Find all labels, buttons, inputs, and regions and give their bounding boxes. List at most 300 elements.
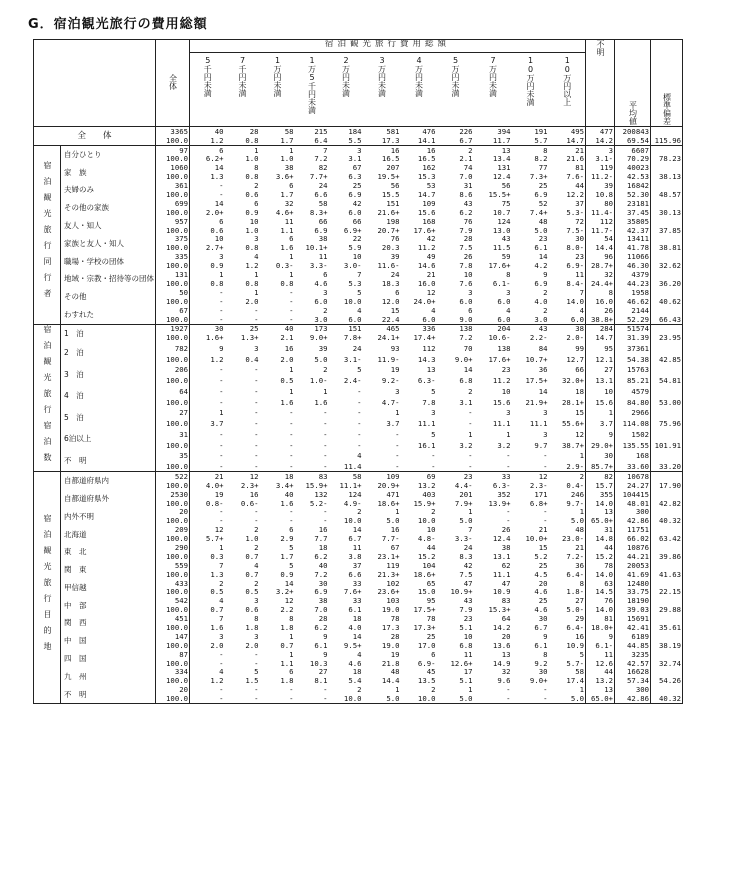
row-count-cell: 168 [615, 450, 651, 463]
row-pct-cell: 75.96 [659, 419, 681, 429]
header-band-6 [363, 53, 401, 127]
row-count-cell: 3 [219, 252, 224, 262]
row-pct-cell: 5.1 [459, 676, 473, 686]
row-pct-cell: 5.0 [459, 516, 473, 526]
row-pct-cell: 100.0 [156, 605, 190, 614]
row-count-cell: 31 [463, 181, 473, 191]
total-count-cell: 28 [225, 127, 260, 136]
total-pct-cell: 5.5 [348, 135, 362, 145]
row-count-cell: 15 [538, 543, 548, 553]
row-count-cell: 9 [543, 632, 548, 641]
row-count-cell: 16 [318, 525, 328, 535]
row-count-cell: 206 [156, 364, 190, 377]
row-pct-cell: 7.2- [566, 552, 584, 561]
header-expense-group: 宿泊観光旅行費用総額 [190, 40, 586, 53]
row-count-cell: 17 [463, 667, 473, 677]
row-count-cell: 30 [318, 578, 328, 588]
row-count-cell: 8 [254, 614, 259, 624]
row-pct-cell: 1.6 [210, 623, 224, 633]
row-label: 関 西 [61, 614, 156, 632]
row-pct-cell: 9.2- [381, 376, 400, 386]
row-pct-cell: 3.0 [314, 314, 328, 324]
row-pct-cell: 6.1 [534, 641, 548, 650]
row-label: 友人・知人 [61, 217, 156, 235]
row-count-cell: 30 [586, 450, 615, 463]
row-pct-cell: 2.3+ [240, 480, 259, 490]
row-pct-cell: 17.4 [566, 676, 584, 686]
row-count-cell [651, 324, 683, 333]
row-count-cell: - [323, 451, 328, 461]
row-pct-cell: 17.5+ [413, 605, 436, 615]
row-count-cell: 11 [575, 270, 584, 280]
row-pct-cell: 1.2 [210, 354, 224, 364]
row-pct-cell: 8.2 [534, 154, 548, 164]
row-count-cell: 10 [463, 270, 473, 280]
row-count-cell: - [395, 451, 400, 461]
table-row [34, 668, 683, 677]
row-pct-cell: 7.8 [459, 261, 473, 271]
row-count-cell: - [289, 685, 294, 695]
row-pct-cell: 17.6+ [488, 354, 511, 364]
row-count-cell [651, 650, 683, 659]
row-pct-cell: 3.3- [309, 261, 328, 271]
row-pct-cell: 13.2 [417, 480, 436, 490]
header-group-row [34, 40, 683, 53]
row-count-cell: 14 [463, 365, 473, 375]
row-pct-cell: 100.0 [156, 481, 190, 490]
header-band-10 [512, 53, 549, 127]
row-count-cell: 168 [422, 216, 436, 226]
row-count-cell: - [431, 451, 436, 461]
row-count-cell: 7 [357, 270, 362, 280]
row-count-cell: 97 [156, 145, 190, 154]
row-pct-cell: - [506, 694, 511, 704]
row-pct-cell: 28.1+ [562, 397, 584, 407]
row-pct-cell: 65.0+ [586, 694, 615, 703]
row-count-cell: 11751 [615, 525, 651, 534]
row-count-cell: 72 [575, 216, 584, 226]
row-label: 中 国 [61, 632, 156, 650]
row-pct-cell: 11.7- [586, 226, 615, 235]
row-count-cell: 16 [401, 145, 437, 154]
row-pct-cell: 5.0 [314, 354, 328, 364]
row-count-cell: 38 [318, 596, 328, 606]
row-pct-cell: 6.9 [314, 225, 328, 235]
row-count-cell: 5 [289, 561, 294, 570]
row-count-cell: 45 [426, 667, 436, 677]
row-pct-cell: 53.00 [659, 397, 681, 407]
row-count-cell: - [543, 451, 548, 461]
row-pct-cell: 100.0 [156, 190, 190, 199]
row-count-cell: - [254, 305, 259, 315]
row-count-cell: - [254, 386, 259, 396]
row-count-cell: - [254, 451, 259, 461]
row-count-cell [651, 235, 683, 244]
row-count-cell: - [219, 507, 224, 517]
row-pct-cell: 5.0- [566, 605, 584, 615]
row-pct-cell: 7.2 [314, 154, 328, 164]
row-count-cell: 131 [156, 270, 190, 279]
total-pct-cell: 14.1 [417, 135, 436, 145]
row-pct-cell: 18.6+ [413, 569, 436, 579]
row-count-cell: 162 [422, 163, 436, 173]
row-pct-cell: 20.9+ [377, 480, 400, 490]
total-count-cell: 200843 [615, 127, 651, 136]
row-count-cell: 15 [390, 305, 400, 315]
row-pct-cell: 16.1 [417, 440, 436, 450]
row-count-cell [651, 579, 683, 588]
row-pct-cell: 8.3 [459, 552, 473, 561]
row-pct-cell: 4.2 [534, 261, 548, 271]
row-count-cell: 1958 [615, 288, 651, 297]
row-count-cell: - [219, 305, 224, 315]
row-count-cell: 10 [249, 216, 259, 226]
row-pct-cell: 3.1 [348, 154, 362, 164]
table-row [34, 450, 683, 463]
row-pct-cell: 39.03 [615, 605, 651, 614]
row-pct-cell: 8.4- [566, 279, 584, 288]
table-row [34, 385, 683, 398]
row-count-cell: - [357, 386, 362, 396]
row-count-cell: 12 [225, 472, 260, 481]
row-pct-cell: 17.5+ [525, 376, 548, 386]
row-pct-cell: 12.7 [566, 354, 584, 364]
row-pct-cell: 23.95 [659, 333, 681, 343]
row-count-cell: 26 [501, 525, 511, 535]
row-pct-cell: 85.21 [615, 376, 651, 385]
row-count-cell: 11 [318, 252, 328, 262]
row-pct-cell: 37.85 [659, 225, 681, 235]
total-count-cell: 215 [295, 127, 329, 136]
row-pct-cell: 6.6 [348, 569, 362, 579]
header-band-2 [225, 53, 260, 127]
row-pct-cell: 6.2 [314, 552, 328, 561]
row-count-cell: 1 [468, 429, 473, 439]
row-pct-cell: 4.0 [534, 296, 548, 306]
row-count-cell: 6 [289, 234, 294, 244]
row-pct-cell: 6.1 [534, 243, 548, 253]
row-count-cell: 33 [352, 578, 362, 588]
row-pct-cell: 84.80 [615, 398, 651, 407]
row-count-cell: - [323, 685, 328, 695]
row-pct-cell: 2.0+ [205, 208, 224, 217]
row-count-cell: - [219, 288, 224, 297]
row-pct-cell: 38.81 [659, 243, 681, 253]
row-pct-cell: - [543, 516, 548, 526]
row-count-cell: 96 [586, 252, 615, 261]
row-pct-cell: 66.43 [659, 314, 681, 324]
row-count-cell: 2530 [156, 490, 190, 499]
row-count-cell: 11 [352, 543, 362, 553]
row-pct-cell: 42.86 [615, 517, 651, 526]
row-pct-cell: 6.1 [314, 641, 328, 650]
total-pct-cell: 1.7 [280, 135, 294, 145]
row-count-cell: 53 [426, 181, 436, 191]
row-pct-cell: 65.0+ [586, 517, 615, 526]
row-pct-cell: 5.9 [348, 243, 362, 253]
row-pct-cell: 2.3- [529, 480, 548, 490]
row-count-cell: 15763 [615, 364, 651, 377]
row-pct-cell: 18.6+ [377, 498, 400, 508]
row-pct-cell: 39.86 [659, 552, 681, 561]
row-pct-cell: 42.37 [615, 226, 651, 235]
row-pct-cell: 28.7+ [586, 261, 615, 270]
row-count-cell: - [289, 507, 294, 517]
row-pct-cell: 100.0 [156, 570, 190, 579]
row-pct-cell: 7.2 [459, 333, 473, 343]
row-pct-cell: 100.0 [156, 208, 190, 217]
row-pct-cell: 1.8 [280, 623, 294, 633]
row-pct-cell: 23.6+ [377, 587, 400, 597]
row-pct-cell: 100.0 [156, 419, 190, 428]
row-pct-cell: 13.6 [492, 641, 511, 650]
row-count-cell: 20 [156, 685, 190, 694]
row-pct-cell: - [468, 462, 473, 471]
row-count-cell: 23 [437, 472, 474, 481]
row-pct-cell: - [323, 694, 328, 704]
row-count-cell: 4 [219, 596, 224, 606]
section-group-label [34, 324, 61, 472]
row-pct-cell: 2.1 [459, 154, 473, 164]
row-count-cell [651, 342, 683, 355]
header-band-5 [329, 53, 363, 127]
row-count-cell: 112 [422, 344, 436, 353]
row-pct-cell: - [219, 440, 224, 450]
row-pct-cell: 0.9 [280, 569, 294, 579]
row-pct-cell: 2.1 [280, 333, 294, 343]
row-label: 家族と友人・知人 [61, 235, 156, 253]
row-pct-cell: 21.6+ [377, 208, 400, 217]
row-count-cell: 3 [254, 632, 259, 641]
row-count-cell: 21 [575, 543, 584, 553]
row-count-cell: 44 [586, 668, 615, 677]
row-pct-cell: 12.1 [586, 355, 615, 364]
row-pct-cell: - [254, 694, 259, 704]
row-count-cell: 25 [538, 596, 548, 606]
header-band-label: 7万円未満 [488, 56, 498, 97]
row-count-cell: - [506, 451, 511, 461]
row-pct-cell: 100.0 [156, 588, 190, 597]
row-count-cell: 30 [538, 667, 548, 677]
row-count-cell: 2 [543, 305, 548, 315]
row-pct-cell: 100.0 [156, 155, 190, 164]
row-pct-cell: 17.3 [381, 623, 400, 633]
row-pct-cell: 1.0 [245, 534, 259, 544]
row-count-cell: 542 [156, 597, 190, 606]
row-label: 3 泊 [61, 364, 156, 385]
header-stddev: 標準偏差 [662, 92, 672, 125]
row-count-cell: 23 [575, 252, 584, 262]
row-count-cell: 119 [586, 164, 615, 173]
row-pct-cell: 1.8- [566, 587, 584, 597]
row-pct-cell: 6.2 [459, 208, 473, 217]
row-pct-cell: 15.3 [417, 172, 436, 182]
row-count-cell: 3 [506, 288, 511, 297]
row-pct-cell: 9.7 [534, 440, 548, 450]
row-pct-cell: 13.0 [492, 225, 511, 235]
row-pct-cell: 31.39 [615, 333, 651, 342]
row-count-cell: 14 [284, 578, 294, 588]
row-pct-cell: - [219, 314, 224, 324]
row-pct-cell: 38.8+ [586, 315, 615, 324]
row-count-cell: 4 [579, 305, 584, 315]
row-pct-cell: 1.1 [280, 658, 294, 668]
row-count-cell: 78 [586, 561, 615, 570]
row-pct-cell: 10.7+ [525, 354, 548, 364]
row-count-cell: 54 [586, 235, 615, 244]
row-pct-cell: 14.0 [586, 605, 615, 614]
row-count-cell: 13 [586, 508, 615, 517]
row-count-cell: 58 [329, 472, 363, 481]
row-count-cell: 2966 [615, 407, 651, 420]
row-count-cell: 13 [501, 649, 511, 659]
row-pct-cell: - [254, 397, 259, 407]
row-count-cell: 2 [323, 305, 328, 315]
row-pct-cell: 135.55 [615, 441, 651, 450]
row-pct-cell: 4.9- [343, 498, 362, 508]
row-pct-cell: 0.8- [205, 498, 224, 508]
row-pct-cell: 10.0+ [525, 534, 548, 544]
row-pct-cell: 3.1- [343, 354, 362, 364]
row-pct-cell: 13.1 [586, 376, 615, 385]
total-pct-cell: 14.2 [586, 136, 615, 145]
row-pct-cell: 11.2- [586, 172, 615, 181]
row-pct-cell: 1.3 [210, 569, 224, 579]
row-pct-cell: 2.0 [280, 354, 294, 364]
row-count-cell: 56 [501, 181, 511, 191]
row-pct-cell: 5.3- [566, 208, 584, 217]
row-pct-cell: 7.8 [422, 397, 436, 407]
row-pct-cell: 42.57 [615, 659, 651, 668]
row-pct-cell: 38.13 [659, 172, 681, 182]
row-count-cell: 6 [289, 667, 294, 677]
row-count-cell: 355 [586, 490, 615, 499]
row-count-cell: 2 [219, 578, 224, 588]
row-count-cell: 76 [390, 234, 400, 244]
row-count-cell: 81 [575, 163, 584, 173]
row-pct-cell: 0.6- [240, 498, 259, 508]
row-pct-cell: 3.8 [348, 552, 362, 561]
row-pct-cell: 2.2- [529, 333, 548, 343]
row-pct-cell: 2.0 [210, 641, 224, 650]
row-count-cell: 48 [390, 667, 400, 677]
row-count-cell: 3 [506, 408, 511, 418]
row-count-cell: 25 [426, 632, 436, 641]
row-count-cell: 43 [463, 596, 473, 606]
row-pct-cell: 40.32 [659, 516, 681, 526]
section-group-label [34, 472, 61, 704]
total-count-cell: 40 [190, 127, 225, 136]
row-count-cell: 23 [538, 234, 548, 244]
row-pct-cell: 54.26 [659, 676, 681, 686]
row-count-cell: 1060 [156, 164, 190, 173]
row-pct-cell: 11.2 [492, 376, 511, 386]
row-pct-cell: 7.3+ [529, 172, 548, 182]
row-count-cell: - [289, 408, 294, 418]
row-count-cell: - [219, 451, 224, 461]
row-count-cell: 87 [156, 650, 190, 659]
row-pct-cell: 32.74 [659, 658, 681, 668]
row-label: 夫婦のみ [61, 181, 156, 199]
row-count-cell: 14 [538, 252, 548, 262]
row-count-cell: 10 [426, 525, 436, 535]
row-pct-cell: 17.90 [659, 480, 681, 490]
row-count-cell: 11 [586, 650, 615, 659]
row-pct-cell: 8.6 [459, 190, 473, 200]
row-pct-cell: 33.60 [615, 462, 651, 471]
row-pct-cell: - [289, 516, 294, 526]
row-pct-cell: 16.0 [586, 297, 615, 306]
row-pct-cell: 2.0 [245, 296, 259, 306]
row-count-cell: 1 [219, 270, 224, 280]
row-pct-cell: 15.9+ [413, 498, 436, 508]
total-count-cell: 581 [363, 127, 401, 136]
row-pct-cell: - [219, 462, 224, 471]
row-pct-cell: 8.3+ [309, 208, 328, 217]
row-count-cell: 25 [225, 324, 260, 333]
row-pct-cell: 22.15 [659, 587, 681, 597]
row-pct-cell: 10.0 [343, 296, 362, 306]
row-pct-cell: 1.6 [280, 397, 294, 407]
row-pct-cell: 100.0 [156, 244, 190, 253]
row-count-cell: 147 [156, 632, 190, 641]
row-label: 九 州 [61, 668, 156, 686]
row-count-cell: 1 [225, 145, 260, 154]
row-pct-cell: 0.3 [210, 552, 224, 561]
row-count-cell: 19 [390, 649, 400, 659]
row-count-cell [651, 199, 683, 208]
row-count-cell: 12 [512, 472, 549, 481]
row-count-cell: - [323, 408, 328, 418]
row-count-cell [651, 364, 683, 377]
row-label: 自分ひとり [61, 145, 156, 163]
row-pct-cell: 17.3+ [413, 623, 436, 633]
row-count-cell: - [289, 305, 294, 315]
row-label: その他 [61, 288, 156, 306]
header-band-4 [295, 53, 329, 127]
row-label: わすれた [61, 306, 156, 324]
row-pct-cell: - [254, 440, 259, 450]
row-count-cell: 5 [431, 386, 436, 396]
row-count-cell: - [468, 408, 473, 418]
row-count-cell: 36 [538, 365, 548, 375]
row-pct-cell: - [323, 516, 328, 526]
row-pct-cell: 6.8 [459, 376, 473, 386]
row-count-cell: 18190 [615, 597, 651, 606]
row-pct-cell: 100.0 [156, 297, 190, 306]
row-count-cell: 1 [219, 408, 224, 418]
row-pct-cell: 5.0 [386, 516, 400, 526]
row-pct-cell: 100.0 [156, 462, 190, 471]
row-pct-cell: 10.0 [417, 694, 436, 704]
table-row [34, 288, 683, 297]
row-count-cell: 8 [289, 614, 294, 624]
row-count-cell: 82 [586, 472, 615, 481]
table-row [34, 364, 683, 377]
row-pct-cell: 1.3+ [240, 333, 259, 343]
row-pct-cell: 100.0 [156, 441, 190, 450]
table-row [34, 181, 683, 190]
row-pct-cell: 11.1 [492, 569, 511, 579]
row-count-cell: 66 [575, 365, 584, 375]
row-count-cell: 7 [579, 288, 584, 297]
row-pct-cell: 6.4- [566, 569, 584, 579]
row-count-cell: 23 [501, 365, 511, 375]
row-pct-cell: 21.9+ [525, 397, 548, 407]
row-pct-cell: 100.0 [156, 398, 190, 407]
row-pct-cell: - [254, 462, 259, 471]
row-pct-cell: 11.4- [586, 208, 615, 217]
